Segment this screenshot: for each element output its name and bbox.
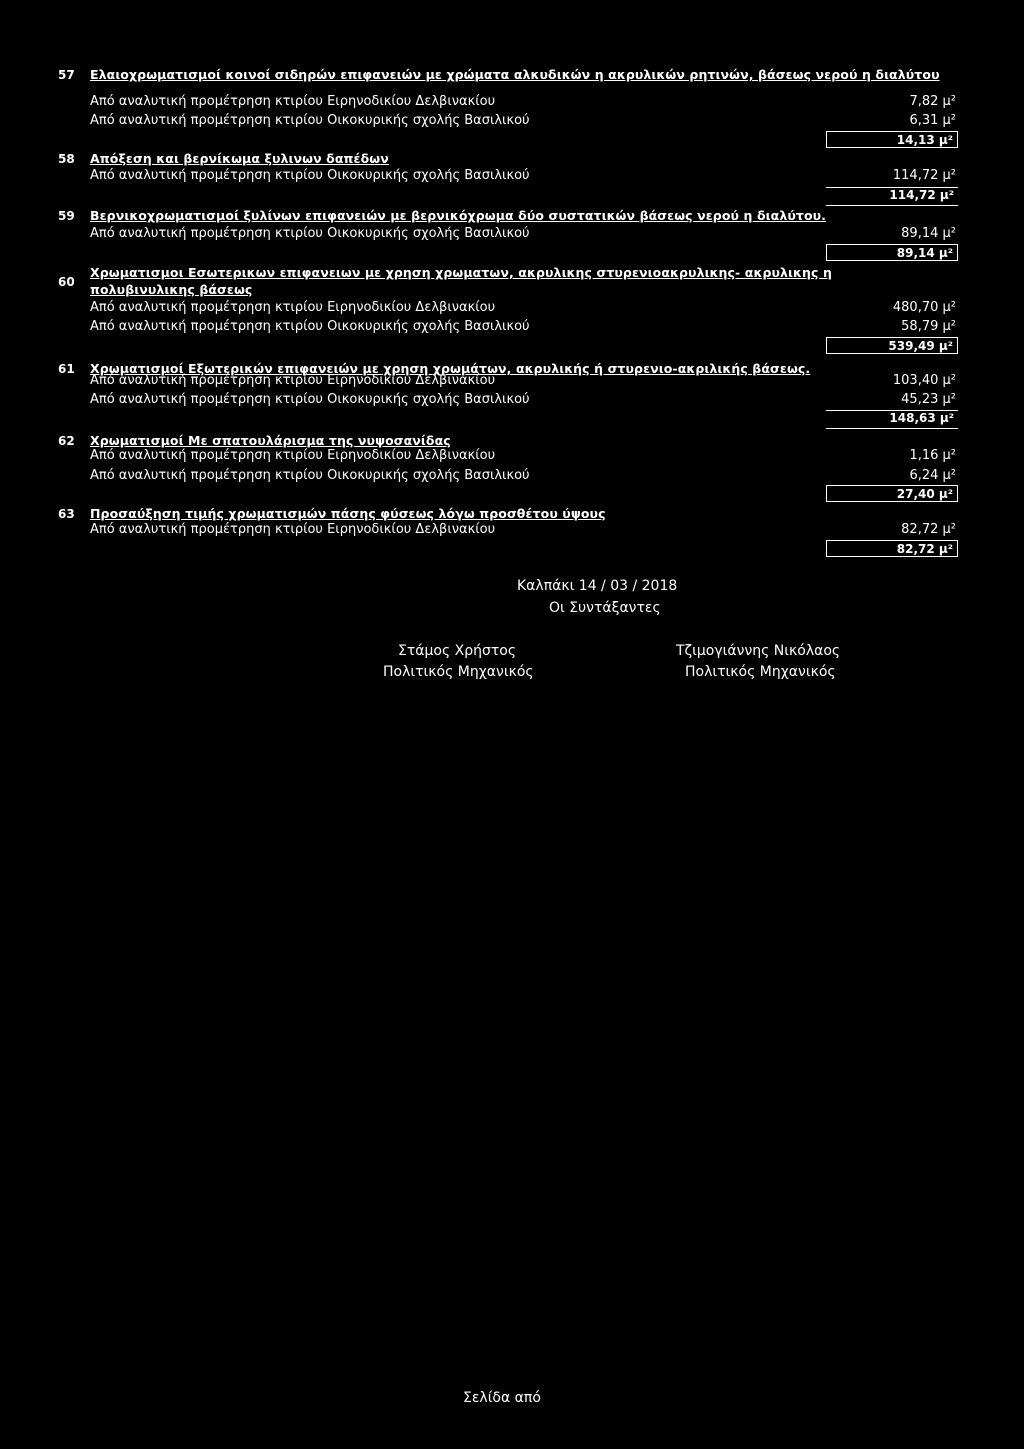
item-title: Χρωματισμοί Με σπατουλάρισμα της νυψοσανίδας — [90, 433, 451, 448]
measurement-source: Από αναλυτική προμέτρηση κτιρίου Ειρηνοδικίου Δελβινακίου — [90, 300, 496, 315]
measurement-row — [90, 166, 956, 186]
measurement-quantity: 82,72 μ² — [901, 522, 956, 537]
item-total: 114,72 μ² — [889, 188, 954, 202]
item-total: 14,13 μ² — [826, 131, 958, 148]
item-number: 60 — [58, 275, 75, 289]
measurement-row — [90, 371, 956, 391]
item-title: Ελαιοχρωματισμοί κοινοί σιδηρών επιφανειών με χρώματα αλκυδικών η ακρυλικών ρητινών, βάσεως νερού η διαλύτου — [90, 67, 940, 82]
measurement-row — [90, 520, 956, 540]
measurement-row — [90, 390, 956, 410]
item-total: 539,49 μ² — [826, 337, 958, 354]
item-title: Χρωματισμοι Εσωτερικων επιφανειων με χρηση χρωματων, ακρυλικης στυρενιοακρυλικης- ακρυλικης η πολυβινυλικης βάσεως — [90, 265, 832, 297]
measurement-row — [90, 224, 956, 244]
item-number: 57 — [58, 68, 75, 82]
measurement-source: Από αναλυτική προμέτρηση κτιρίου Οικοκυρικής σχολής Βασιλικού — [90, 168, 530, 183]
page-number: Σελίδα από — [463, 1390, 541, 1406]
item-title: Απόξεση και βερνίκωμα ξυλινων δαπέδων — [90, 151, 389, 166]
measurement-quantity: 103,40 μ² — [892, 373, 956, 388]
measurement-row — [90, 446, 956, 466]
measurement-quantity: 6,31 μ² — [909, 113, 956, 128]
signer-2-role: Πολιτικός Μηχανικός — [685, 664, 836, 680]
item-total: 89,14 μ² — [826, 244, 958, 261]
item-title: Προσαύξηση τιμής χρωματισμών πάσης φύσεως λόγω προσθέτου ύψους — [90, 506, 606, 521]
measurement-quantity: 89,14 μ² — [901, 226, 956, 241]
item-title: Χρωματισμοί Εξωτερικών επιφανειών με χρηση χρωμάτων, ακρυλικής ή στυρενιο-ακριλικής βάσεως. — [90, 361, 811, 376]
authors-label: Οι Συντάξαντες — [549, 600, 661, 616]
measurement-quantity: 45,23 μ² — [901, 392, 956, 407]
measurement-quantity: 7,82 μ² — [909, 94, 956, 109]
measurement-source: Από αναλυτική προμέτρηση κτιρίου Οικοκυρικής σχολής Βασιλικού — [90, 468, 530, 483]
item-total: 82,72 μ² — [826, 540, 958, 557]
measurement-row — [90, 92, 956, 112]
item-number: 62 — [58, 434, 75, 448]
measurement-source: Από αναλυτική προμέτρηση κτιρίου Ειρηνοδικίου Δελβινακίου — [90, 373, 496, 388]
item-total: 27,40 μ² — [826, 485, 958, 502]
measurement-source: Από αναλυτική προμέτρηση κτιρίου Ειρηνοδικίου Δελβινακίου — [90, 448, 496, 463]
measurement-quantity: 114,72 μ² — [892, 168, 956, 183]
measurement-row — [90, 466, 956, 486]
measurement-source: Από αναλυτική προμέτρηση κτιρίου Ειρηνοδικίου Δελβινακίου — [90, 94, 496, 109]
item-number: 63 — [58, 507, 75, 521]
measurement-row — [90, 317, 956, 337]
measurement-quantity: 6,24 μ² — [909, 468, 956, 483]
measurement-quantity: 1,16 μ² — [909, 448, 956, 463]
measurement-source: Από αναλυτική προμέτρηση κτιρίου Οικοκυρικής σχολής Βασιλικού — [90, 113, 530, 128]
measurement-source: Από αναλυτική προμέτρηση κτιρίου Οικοκυρικής σχολής Βασιλικού — [90, 226, 530, 241]
item-number: 61 — [58, 362, 75, 376]
signer-2-name: Τζιμογιάννης Νικόλαος — [676, 643, 841, 659]
place-date: Καλπάκι 14 / 03 / 2018 — [517, 578, 678, 594]
measurement-source: Από αναλυτική προμέτρηση κτιρίου Ειρηνοδικίου Δελβινακίου — [90, 522, 496, 537]
item-total: 148,63 μ² — [889, 411, 954, 425]
measurement-source: Από αναλυτική προμέτρηση κτιρίου Οικοκυρικής σχολής Βασιλικού — [90, 392, 530, 407]
item-title: Βερνικοχρωματισμοί ξυλίνων επιφανειών με βερνικόχρωμα δύο συστατικών βάσεως νερού η διαλύτου. — [90, 208, 827, 223]
item-number: 58 — [58, 152, 75, 166]
signer-1-name: Στάμος Χρήστος — [398, 643, 517, 659]
measurement-row — [90, 111, 956, 131]
measurement-source: Από αναλυτική προμέτρηση κτιρίου Οικοκυρικής σχολής Βασιλικού — [90, 319, 530, 334]
total-rule — [826, 205, 958, 206]
measurement-quantity: 480,70 μ² — [892, 300, 956, 315]
measurement-quantity: 58,79 μ² — [901, 319, 956, 334]
measurement-row — [90, 298, 956, 318]
signer-1-role: Πολιτικός Μηχανικός — [383, 664, 534, 680]
item-number: 59 — [58, 209, 75, 223]
total-rule — [826, 428, 958, 429]
